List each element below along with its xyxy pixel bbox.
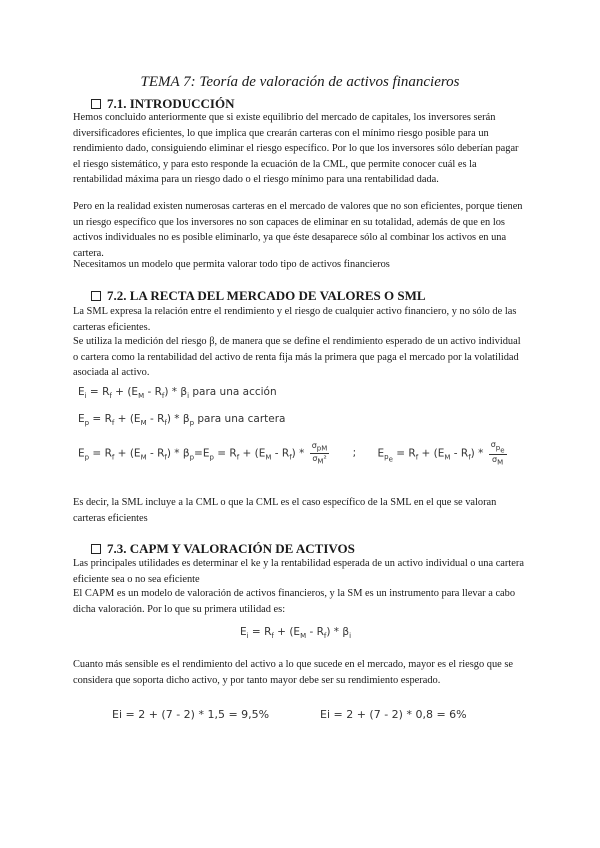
paragraph: Es decir, la SML incluye a la CML o que la CML es el caso específico de la SML en el que se valoran carteras eficientes	[73, 497, 497, 524]
formula-sml-accion: $E_i = R_f + (E_M - R_f) * \beta_i$ para una acción	[78, 386, 277, 401]
paragraph: La SML expresa la relación entre el rendimiento y el riesgo de cualquier activo financiero, y no sólo de las carteras eficientes.	[73, 306, 517, 333]
document-title: TEMA 7: Teoría de valoración de activos financieros	[140, 74, 460, 90]
formula-sml-cartera: $E_p = R_f + (E_M - R_f) * \beta_p$ para una cartera	[78, 413, 286, 428]
paragraph: Cuanto más sensible es el rendimiento del activo a lo que sucede en el mercado, mayor es el riesgo que se considera que soporta dicho activo, y por tanto mayor debe ser su rendimiento esperado.	[73, 659, 514, 686]
paragraph: Necesitamos un modelo que permita valorar todo tipo de activos financieros	[73, 259, 390, 270]
section-heading-text: 7.1. INTRODUCCIÓN	[107, 96, 235, 111]
formula-sml-cml: $E_p = R_f + (E_M - R_f) * \beta_p=E_p = R_f + (E_M - R_f)$ * $\frac{\sigma_{pM}}{\sigma_M^2}$ ; $E_{p_e} = R_f + (E_M - R_f)$ * $\frac{\sigma_{p_e}}{\sigma_M}$	[78, 440, 505, 467]
paragraph: Se utiliza la medición del riesgo β, de manera que se define el rendimiento esperado de un activo individual o cartera como la rentabilidad del activo de renta fija más la primera que paga el mercado por la volatilidad asociada al activo.	[73, 336, 521, 379]
paragraph: Pero en la realidad existen numerosas carteras en el mercado de valores que no son eficientes, porque tienen un riesgo específico que los inversores no son capaces de eliminar en su totalidad, además de que en los activos individuales no es posible eliminarlo, ya que éste desaparece sólo al combinar los activos en una cartera.	[73, 201, 523, 259]
example-calculation: Ei = 2 + (7 - 2) * 1,5 = 9,5%	[112, 708, 270, 721]
checkbox-icon	[91, 544, 101, 554]
section-heading-text: 7.3. CAPM Y VALORACIÓN DE ACTIVOS	[107, 541, 355, 556]
section-heading-capm	[91, 541, 355, 557]
paragraph: Hemos concluido anteriormente que si existe equilibrio del mercado de capitales, los inversores serán diversificadores eficientes, lo que implica que crearán carteras con el mínimo riesgo posible para un rendimiento dado, consiguiendo eliminar el riesgo específico. Por lo que los inversores sólo deberían pagar el riesgo sistemático, y para esto responde la ecuación de la CML, que permite conocer cuál es la rentabilidad máxima para un riesgo dado o el riesgo mínimo para una rentabilidad dada.	[73, 112, 519, 186]
example-calculation: Ei = 2 + (7 - 2) * 0,8 = 6%	[320, 708, 467, 721]
section-heading-sml	[91, 288, 426, 304]
paragraph: El CAPM es un modelo de valoración de activos financieros, y la SM es un instrumento para llevar a cabo dicha valoración. Por lo que su primera utilidad es:	[73, 588, 516, 615]
checkbox-icon	[91, 291, 101, 301]
checkbox-icon	[91, 99, 101, 109]
paragraph: Las principales utilidades es determinar el ke y la rentabilidad esperada de un activo individual o una cartera eficiente sea o no sea eficiente	[73, 558, 524, 585]
section-heading-text: 7.2. LA RECTA DEL MERCADO DE VALORES O SML	[107, 288, 426, 303]
formula-capm: $E_i = R_f + (E_M - R_f) * \beta_i$	[240, 626, 352, 641]
